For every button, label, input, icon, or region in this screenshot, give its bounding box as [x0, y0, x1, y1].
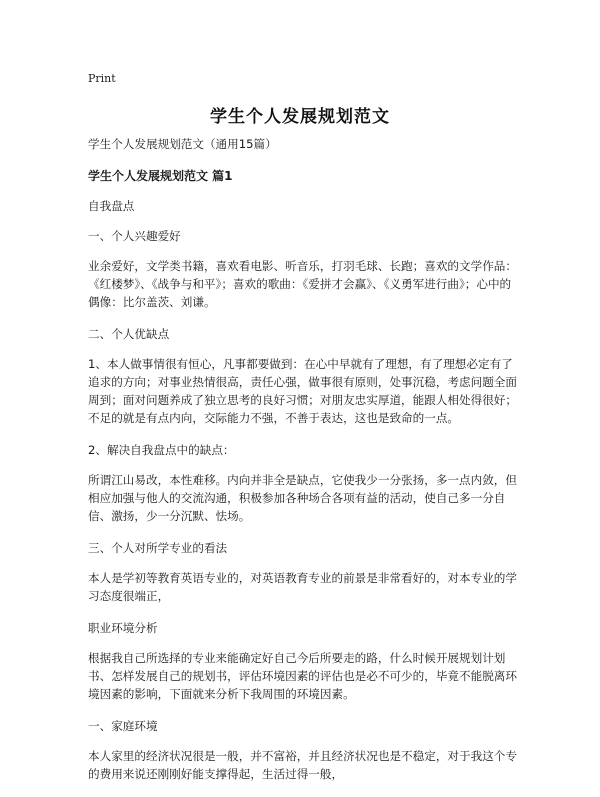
document-subtitle: 学生个人发展规划范文（通用15篇） [88, 137, 277, 151]
heading-major-view: 三、个人对所学专业的看法 [88, 541, 228, 555]
print-label: Print [88, 72, 116, 85]
paragraph-major-view: 本人是学初等教育英语专业的，对英语教育专业的前景是非常看好的，对本专业的学习态度很端正， [88, 571, 517, 603]
heading-self-inventory: 自我盘点 [88, 199, 135, 213]
heading-interests: 一、个人兴趣爱好 [88, 229, 181, 243]
paragraph-solve-weaknesses: 所谓江山易改，本性难移。内向并非全是缺点，它使我少一分张扬，多一点内敛，但相应加强与他人的交流沟通，积极参加各种场合各项有益的活动，使自己多一分自信、激扬，少一分沉默、怯场。 [88, 473, 517, 523]
heading-strengths-weaknesses: 二、个人优缺点 [88, 327, 170, 341]
section-heading: 学生个人发展规划范文 篇1 [88, 169, 233, 183]
document-title: 学生个人发展规划范文 [210, 107, 390, 127]
heading-family-environment: 一、家庭环境 [88, 719, 158, 733]
paragraph-strengths: 1、本人做事情很有恒心，凡事都要做到：在心中早就有了理想，有了理想必定有了追求的方向；对事业热情很高，责任心强，做事很有原则，处事沉稳，考虑问题全面周到；面对问题养成了独立思考的良好习惯；对朋友忠实厚道，能跟人相处得很好；不足的就是有点内向，交际能力不强，不善于表达，这也是致命的一点。 [88, 357, 517, 425]
paragraph-family-environment: 本人家里的经济状况很是一般，并不富裕，并且经济状况也是不稳定，对于我这个专的费用来说还刚刚好能支撑得起，生活过得一般， [88, 749, 517, 781]
heading-solve-weaknesses: 2、解决自我盘点中的缺点： [88, 443, 235, 457]
document-body [88, 135, 518, 797]
paragraph-career-environment: 根据我自己所选择的专业来能确定好自己今后所要走的路，什么时候开展规划计划书、怎样发展自己的规划书，评估环境因素的评估也是必不可少的，毕竟不能脱离环境因素的影响，下面就来分析下我周围的环境因素。 [88, 651, 517, 701]
heading-career-environment: 职业环境分析 [88, 621, 158, 635]
paragraph-interests: 业余爱好，文学类书籍，喜欢看电影、听音乐，打羽毛球、长跑；喜欢的文学作品：《红楼梦》、《战争与和平》；喜欢的歌曲：《爱拼才会赢》、《义勇军进行曲》；心中的偶像：比尔盖茨、刘谦。 [88, 259, 517, 309]
